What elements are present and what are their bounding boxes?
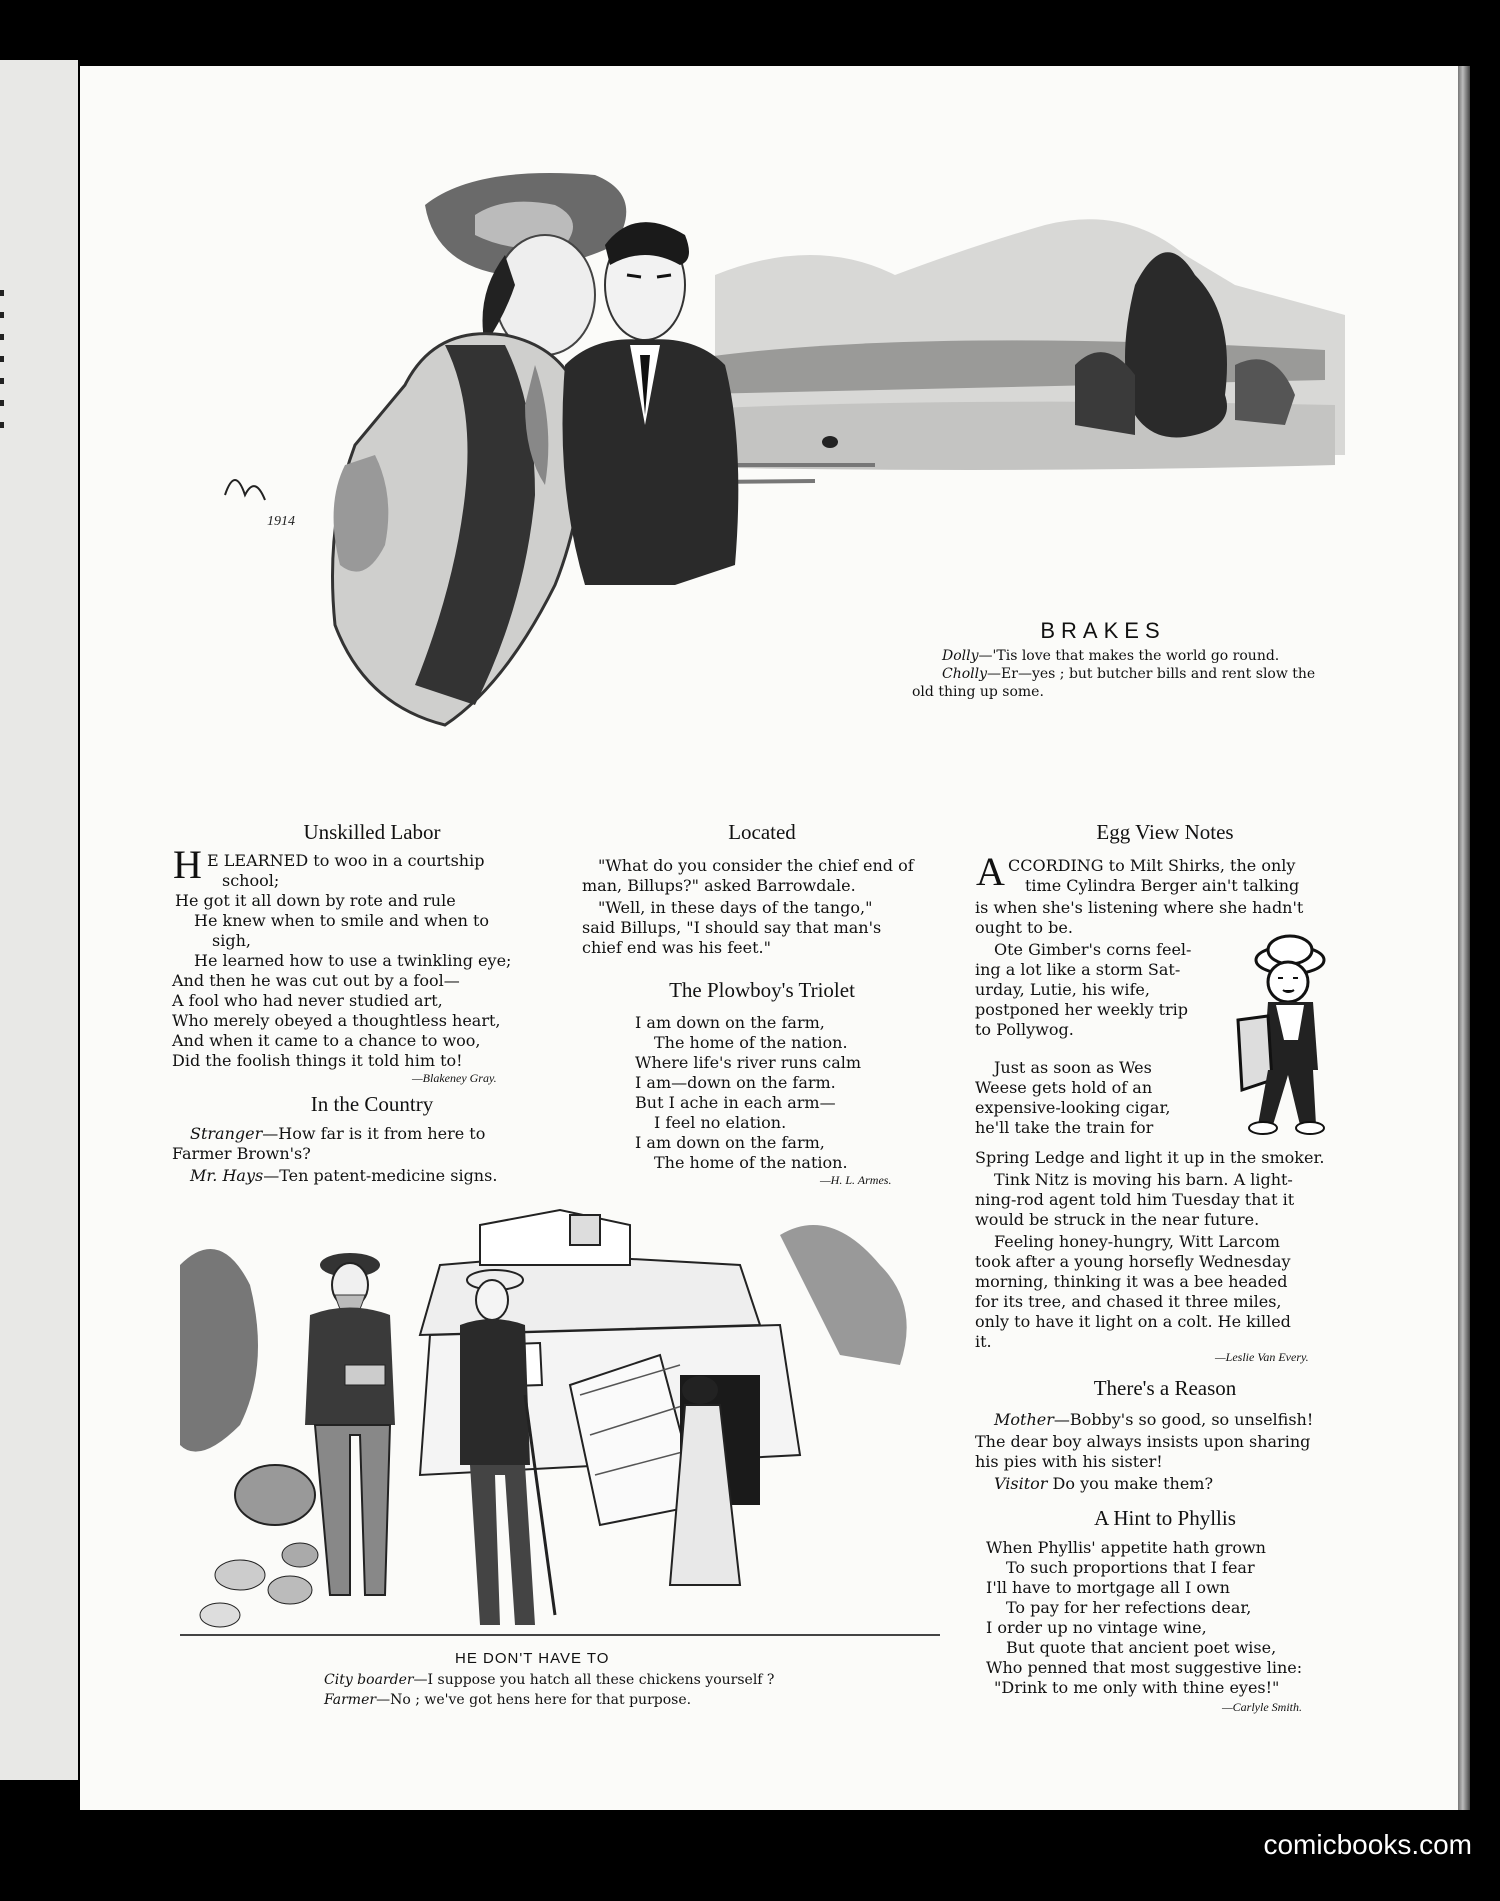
located-line: chief end was his feet." <box>582 938 771 957</box>
country-line-1 <box>190 1124 485 1144</box>
triolet-line: I am down on the farm, <box>635 1133 825 1152</box>
located-line: said Billups, "I should say that man's <box>582 918 882 937</box>
phyllis-line: "Drink to me only with thine eyes!" <box>994 1678 1280 1697</box>
plowboys-triolet-title: The Plowboy's Triolet <box>669 978 855 1002</box>
boy-vignette-illustration <box>1228 930 1348 1140</box>
egg-view-notes-title: Egg View Notes <box>1096 820 1234 844</box>
artist-signature: 1914 <box>267 514 295 529</box>
theres-a-reason-title: There's a Reason <box>1093 1376 1237 1400</box>
cartoon-city-boarder-text: —I suppose you hatch all these chickens yourself ? <box>413 1672 775 1688</box>
egg-line: only to have it light on a colt. He killed <box>975 1312 1291 1331</box>
cartoon-line-2 <box>324 1692 691 1708</box>
reason-line-4 <box>994 1474 1213 1494</box>
triolet-line: I am down on the farm, <box>635 1013 825 1032</box>
brakes-cholly-text: —Er—yes ; but butcher bills and rent slow the <box>987 666 1316 682</box>
country-speaker-stranger: Stranger <box>190 1124 263 1143</box>
egg-line: Ote Gimber's corns feel- <box>994 940 1192 959</box>
unskilled-line: Did the foolish things it told him to! <box>172 1051 463 1070</box>
egg-line: Just as soon as Wes <box>994 1058 1152 1077</box>
country-line-3 <box>190 1166 497 1186</box>
phyllis-signature: —Carlyle Smith. <box>1222 1700 1302 1714</box>
located-title: Located <box>728 820 796 844</box>
egg-line: ning-rod agent told him Tuesday that it <box>975 1190 1295 1209</box>
triolet-line: The home of the nation. <box>654 1153 848 1172</box>
located-line: "Well, in these days of the tango," <box>598 898 873 917</box>
unskilled-line: sigh, <box>212 931 251 950</box>
unskilled-labor-title: Unskilled Labor <box>303 820 441 844</box>
triolet-signature: —H. L. Armes. <box>820 1173 892 1187</box>
egg-dropcap: A <box>976 849 1005 894</box>
unskilled-line: And then he was cut out by a fool— <box>172 971 460 990</box>
cartoon-line-1 <box>324 1672 774 1688</box>
cartoon-speaker-city-boarder: City boarder <box>324 1672 414 1688</box>
egg-line: Weese gets hold of an <box>975 1078 1153 1097</box>
triolet-line: I am—down on the farm. <box>635 1073 836 1092</box>
brakes-line-2 <box>942 666 1315 682</box>
egg-line: for its tree, and chased it three miles, <box>975 1292 1282 1311</box>
brakes-line-3: old thing up some. <box>912 684 1044 700</box>
egg-line: Tink Nitz is moving his barn. A light- <box>994 1170 1293 1189</box>
brakes-speaker-dolly: Dolly <box>942 648 979 664</box>
phyllis-line: I'll have to mortgage all I own <box>986 1578 1230 1597</box>
reason-speaker-visitor: Visitor <box>994 1474 1048 1493</box>
country-speaker-hays: Mr. Hays <box>190 1166 264 1185</box>
reason-line-1 <box>994 1410 1313 1430</box>
egg-line: to Pollywog. <box>975 1020 1074 1039</box>
country-hays-text: —Ten patent-medicine signs. <box>263 1166 498 1185</box>
cartoon-caption-title: HE DON'T HAVE TO <box>455 1650 610 1667</box>
unskilled-line: Who merely obeyed a thoughtless heart, <box>172 1011 501 1030</box>
cartoon-farmer-text: —No ; we've got hens here for that purpose. <box>376 1692 692 1708</box>
located-line: "What do you consider the chief end of <box>598 856 914 875</box>
left-page-text-fragments <box>0 290 4 440</box>
triolet-line: But I ache in each arm— <box>635 1093 836 1112</box>
phyllis-line: Who penned that most suggestive line: <box>986 1658 1303 1677</box>
brakes-title: BRAKES <box>1040 618 1166 643</box>
reason-line-2: The dear boy always insists upon sharing <box>975 1432 1311 1451</box>
egg-line: it. <box>975 1332 992 1351</box>
triolet-line: The home of the nation. <box>654 1033 848 1052</box>
egg-line: would be struck in the near future. <box>975 1210 1260 1229</box>
country-line-2: Farmer Brown's? <box>172 1144 311 1163</box>
unskilled-line: A fool who had never studied art, <box>172 991 443 1010</box>
egg-line: CCORDING to Milt Shirks, the only <box>1008 856 1296 875</box>
phyllis-line: To pay for her refections dear, <box>1006 1598 1252 1617</box>
reason-visitor-text: Do you make them? <box>1047 1474 1214 1493</box>
unskilled-line: He knew when to smile and when to <box>194 911 490 930</box>
phyllis-line: To such proportions that I fear <box>1006 1558 1255 1577</box>
unskilled-line: school; <box>222 871 280 890</box>
egg-signature: —Leslie Van Every. <box>1215 1350 1309 1364</box>
phyllis-line: I order up no vintage wine, <box>986 1618 1207 1637</box>
egg-line: ought to be. <box>975 918 1073 937</box>
reason-line-3: his pies with his sister! <box>975 1452 1163 1471</box>
reason-mother-text: —Bobby's so good, so unselfish! <box>1053 1410 1314 1429</box>
left-page-edge <box>0 60 78 1780</box>
country-stranger-text: —How far is it from here to <box>262 1124 486 1143</box>
located-line: man, Billups?" asked Barrowdale. <box>582 876 856 895</box>
egg-line: morning, thinking it was a bee headed <box>975 1272 1288 1291</box>
unskilled-dropcap: H <box>173 842 202 887</box>
cartoon-speaker-farmer: Farmer <box>324 1692 377 1708</box>
egg-line: ing a lot like a storm Sat- <box>975 960 1181 979</box>
triolet-line: Where life's river runs calm <box>635 1053 862 1072</box>
brakes-line-1 <box>942 648 1279 664</box>
egg-line: postponed her weekly trip <box>975 1000 1189 1019</box>
unskilled-line: And when it came to a chance to woo, <box>172 1031 481 1050</box>
brakes-dolly-text: —'Tis love that makes the world go round. <box>978 648 1280 664</box>
unskilled-line: E LEARNED to woo in a courtship <box>207 851 485 870</box>
reason-speaker-mother: Mother <box>994 1410 1054 1429</box>
egg-line: is when she's listening where she hadn't <box>975 898 1304 917</box>
egg-line: urday, Lutie, his wife, <box>975 980 1150 999</box>
unskilled-line: He learned how to use a twinkling eye; <box>194 951 512 970</box>
page-binding-edge <box>1458 66 1470 1810</box>
hint-to-phyllis-title: A Hint to Phyllis <box>1094 1506 1236 1530</box>
brakes-speaker-cholly: Cholly <box>942 666 988 682</box>
triolet-line: I feel no elation. <box>654 1113 787 1132</box>
egg-line: took after a young horsefly Wednesday <box>975 1252 1291 1271</box>
farm-cartoon-illustration <box>180 1205 940 1655</box>
egg-line: time Cylindra Berger ain't talking <box>1025 876 1300 895</box>
phyllis-line: But quote that ancient poet wise, <box>1006 1638 1277 1657</box>
phyllis-line: When Phyllis' appetite hath grown <box>986 1538 1266 1557</box>
egg-line: Spring Ledge and light it up in the smoker. <box>975 1148 1325 1167</box>
brakes-illustration <box>175 165 1345 785</box>
unskilled-signature: —Blakeney Gray. <box>412 1071 497 1085</box>
egg-line: expensive-looking cigar, <box>975 1098 1171 1117</box>
in-the-country-title: In the Country <box>310 1092 434 1116</box>
unskilled-line: He got it all down by rote and rule <box>175 891 456 910</box>
egg-line: he'll take the train for <box>975 1118 1154 1137</box>
egg-line: Feeling honey-hungry, Witt Larcom <box>994 1232 1280 1251</box>
site-watermark: comicbooks.com <box>1263 1829 1472 1860</box>
